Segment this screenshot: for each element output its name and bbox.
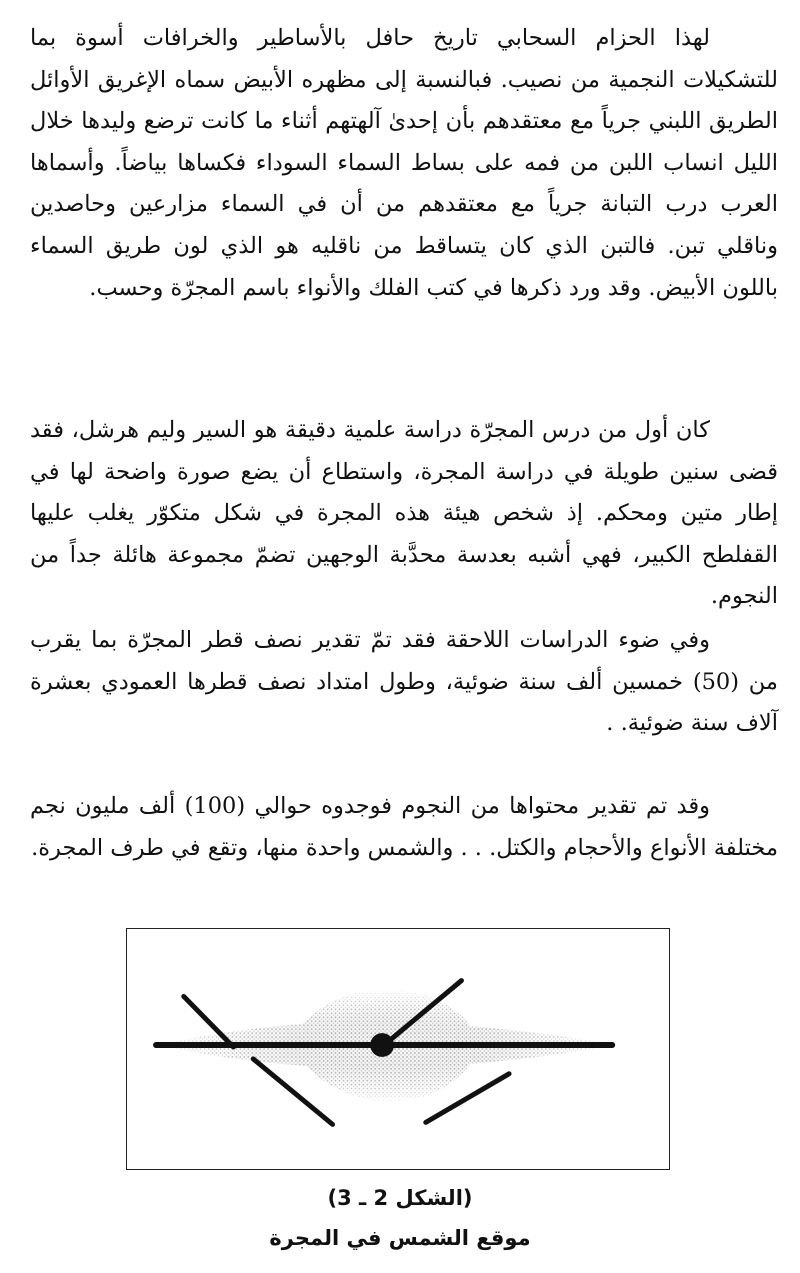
figure-number: (الشكل 2 ـ 3) xyxy=(327,1186,473,1210)
sun-position-dot xyxy=(370,1033,394,1057)
paragraph-herschel-study: كان أول من درس المجرّة دراسة علمية دقيقة هو السير وليم هرشل، فقد قضى سنين طويلة في دراسة المجرة، واستطاع أن يضع صورة واضحة لها في إطار متين ومحكم. إذ شخص هيئة هذه المجرة في شكل متكوّر يغلب عليها القفلطح الكبير، فهي أشبه بعدسة محدَّبة الوجهين تضمّ مجموعة هائلة جداً من النجوم. xyxy=(30,417,778,610)
galaxy-sun-position-figure xyxy=(126,928,670,1170)
paragraph-star-count: وقد تم تقدير محتواها من النجوم فوجدوه حوالي (100) ألف مليون نجم مختلفة الأنواع والأحجام والكتل. . . والشمس واحدة منها، وتقع في طرف المجرة. xyxy=(30,793,778,861)
paragraph-milky-way-myths: لهذا الحزام السحابي تاريخ حافل بالأساطير والخرافات أسوة بما للتشكيلات النجمية من نصيب. فبالنسبة إلى مظهره الأبيض سماه الإغريق الأوائل الطريق اللبني جرياً مع معتقدهم بأن إحدىٰ آلهتهم أثناء ما كانت ترضع وليدها خلال الليل انساب اللبن من فمه على بساط السماء السوداء فكساها بياضاً. وأسماها العرب درب التبانة جرياً مع معتقدهم من أن في السماء مزارعين وحاصدين وناقلي تبن. فالتبن الذي كان يتساقط من ناقليه هو الذي لون طريق السماء باللون الأبيض. وقد ورد ذكرها في كتب الفلك والأنواء باسم المجرّة وحسب. xyxy=(30,25,778,301)
figure-title: موقع الشمس في المجرة xyxy=(269,1226,531,1250)
galaxy-diagram xyxy=(127,929,669,1169)
paragraph-galaxy-dimensions: وفي ضوء الدراسات اللاحقة فقد تمّ تقدير نصف قطر المجرّة بما يقرب من (50) خمسين ألف سنة ضوئية، وطول امتداد نصف قطرها العمودي بعشرة آلاف سنة ضوئية. . xyxy=(30,627,778,737)
